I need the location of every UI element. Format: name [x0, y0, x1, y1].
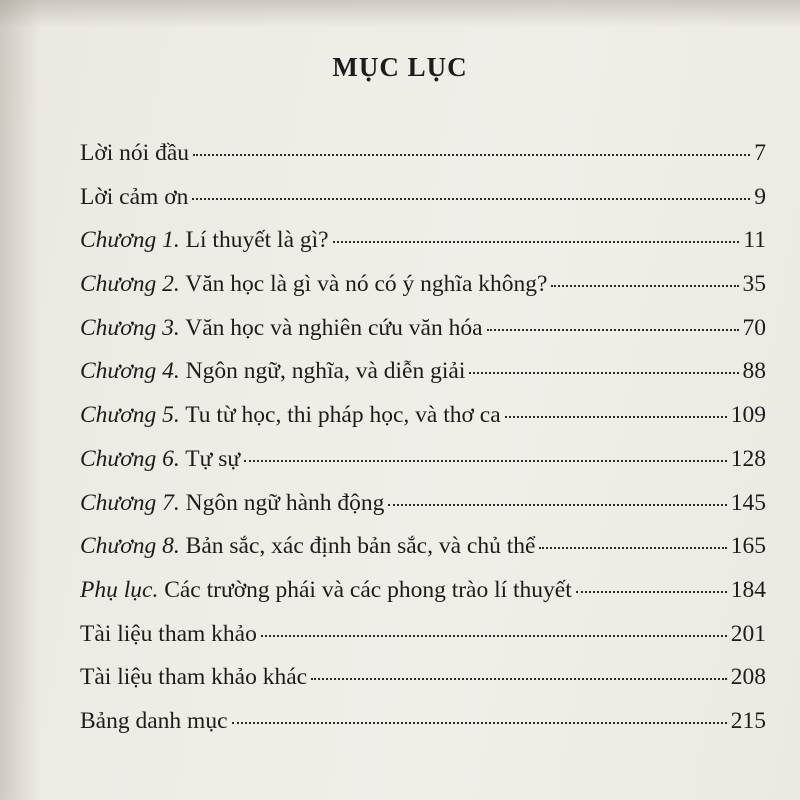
toc-entry: [80, 490, 766, 534]
toc-page-number: 145: [730, 489, 766, 516]
toc-entry-label: [80, 490, 384, 517]
toc-entry-label: [80, 358, 465, 385]
toc-page-number: 35: [742, 271, 766, 298]
toc-entry-title: Tu từ học, thi pháp học, và thơ ca: [179, 402, 501, 429]
toc-entry-title: Ngôn ngữ, nghĩa, và diễn giải: [179, 358, 466, 385]
dot-leader: [469, 372, 738, 374]
page-gutter-shadow: [0, 0, 40, 800]
toc-page-number: 184: [730, 576, 766, 603]
toc-entry-label: [80, 184, 188, 211]
toc-entry-title: Lời cảm ơn: [80, 183, 189, 210]
toc-entry-label: [80, 446, 240, 473]
toc-chapter-prefix: Chương 2.: [80, 271, 180, 298]
toc-entry-title: Bản sắc, xác định bản sắc, và chủ thể: [179, 533, 536, 560]
dot-leader: [551, 285, 738, 287]
toc-entry: [80, 402, 766, 446]
toc-chapter-prefix: Chương 7.: [80, 489, 180, 516]
toc-entry-title: Tự sự: [179, 445, 241, 472]
toc-entry-label: [80, 708, 228, 735]
toc-entry-label: [80, 402, 501, 429]
toc-page-number: 11: [743, 227, 766, 254]
toc-page-number: 128: [730, 445, 766, 472]
toc-entry-title: Lời nói đầu: [80, 140, 190, 166]
toc-entry-title: Các trường phái và các phong trào lí thuyết: [158, 576, 572, 603]
dot-leader: [333, 241, 740, 243]
dot-leader: [539, 547, 726, 549]
toc-chapter-prefix: Chương 1.: [80, 227, 180, 254]
toc-entry-title: Tài liệu tham khảo: [80, 620, 257, 647]
toc-page-number: 165: [730, 533, 766, 560]
toc-entry: [80, 315, 766, 359]
toc-page-number: 9: [754, 183, 766, 210]
toc-page-number: 88: [742, 358, 766, 385]
toc-entry-title: Ngôn ngữ hành động: [179, 489, 385, 516]
toc-chapter-prefix: Phụ lục.: [80, 576, 159, 603]
toc-page-number: 70: [742, 314, 766, 341]
table-of-contents: [80, 140, 766, 752]
dot-leader: [487, 329, 739, 331]
toc-chapter-prefix: Chương 8.: [80, 533, 180, 560]
toc-entry-label: [80, 315, 483, 342]
dot-leader: [244, 460, 727, 462]
toc-entry: [80, 708, 766, 752]
dot-leader: [232, 722, 727, 724]
toc-entry-label: [80, 227, 329, 254]
toc-entry-label: [80, 664, 307, 691]
toc-entry: [80, 140, 766, 184]
dot-leader: [261, 635, 727, 637]
toc-page-number: 201: [730, 620, 766, 647]
toc-page-number: 215: [730, 707, 766, 734]
toc-entry: [80, 533, 766, 577]
toc-entry-title: Văn học và nghiên cứu văn hóa: [179, 314, 483, 341]
toc-page-number: 109: [730, 402, 766, 429]
dot-leader: [192, 198, 750, 200]
toc-entry: [80, 227, 766, 271]
toc-chapter-prefix: Chương 4.: [80, 358, 180, 385]
toc-entry-label: [80, 621, 257, 648]
toc-entry-title: Văn học là gì và nó có ý nghĩa không?: [179, 271, 548, 298]
toc-page-number: 7: [754, 140, 766, 166]
toc-entry-label: [80, 577, 572, 604]
dot-leader: [505, 416, 727, 418]
toc-entry: [80, 184, 766, 228]
page-top-shadow: [0, 0, 800, 28]
dot-leader: [193, 154, 750, 156]
toc-chapter-prefix: Chương 6.: [80, 445, 180, 472]
toc-entry-title: Tài liệu tham khảo khác: [80, 664, 308, 691]
toc-entry: [80, 446, 766, 490]
toc-entry: [80, 358, 766, 402]
toc-entry: [80, 664, 766, 708]
toc-entry-title: Lí thuyết là gì?: [179, 227, 329, 254]
toc-entry: [80, 621, 766, 665]
dot-leader: [388, 504, 726, 506]
page-title: MỤC LỤC: [332, 52, 468, 82]
toc-chapter-prefix: Chương 5.: [80, 402, 180, 429]
toc-entry-title: Bảng danh mục: [80, 707, 228, 734]
toc-entry: [80, 577, 766, 621]
dot-leader: [576, 591, 727, 593]
toc-chapter-prefix: Chương 3.: [80, 314, 180, 341]
dot-leader: [311, 678, 727, 680]
toc-entry-label: [80, 271, 547, 298]
toc-entry-label: [80, 140, 189, 167]
toc-entry-label: [80, 533, 535, 560]
toc-entry: [80, 271, 766, 315]
toc-page-number: 208: [730, 664, 766, 691]
